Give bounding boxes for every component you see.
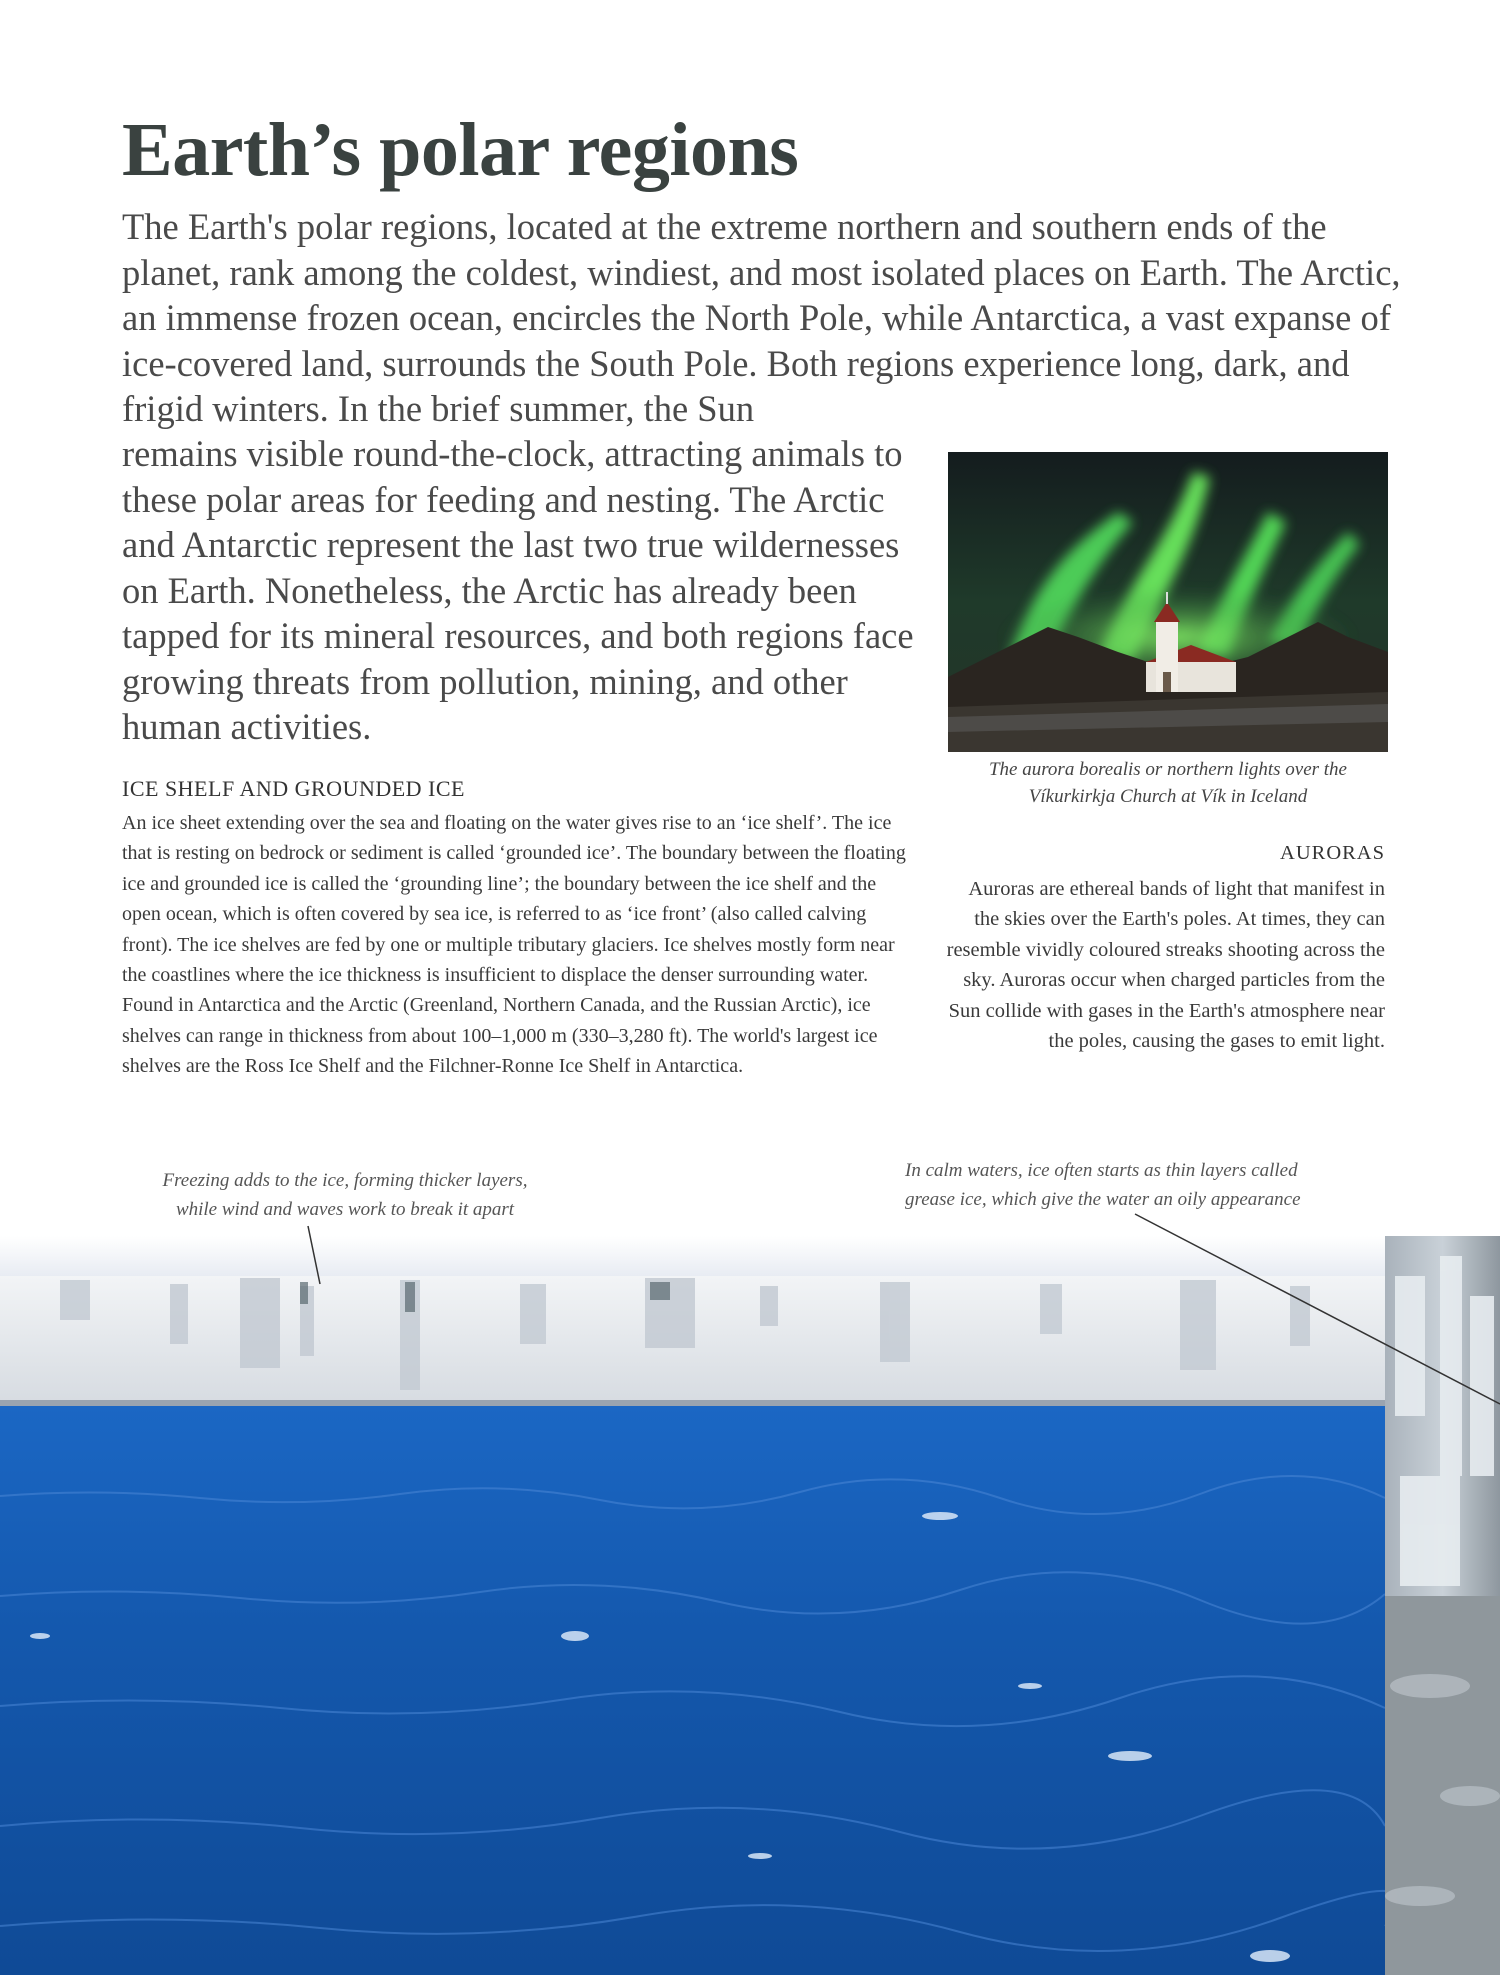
ice-shelf-heading: ICE SHELF AND GROUNDED ICE xyxy=(122,776,465,801)
page-title: Earth’s polar regions xyxy=(122,108,799,192)
caption-line: while wind and waves work to break it apart xyxy=(175,1199,515,1220)
freezing-caption xyxy=(140,1166,550,1224)
auroras-body: Auroras are ethereal bands of light that manifest in the skies over the Earth's poles. At times, they can resemble vividly coloured streaks shooting across the sky. Auroras occur when charged particles from the Sun collide with gases in the Earth's atmosphere near the poles, causing the gases to emit light. xyxy=(946,878,1385,1053)
ice-shelf-body: An ice sheet extending over the sea and floating on the water gives rise to an ‘ice shelf’. The ice that is resting on bedrock or sediment is called ‘grounded ice’. The boundary between the floating ice and grounded ice is called the ‘grounding line’; the boundary between the ice shelf and the open ocean, which is often covered by sea ice, is referred to as ‘ice front’ (also called calving front). The ice shelves are fed by one or multiple tributary glaciers. Ice shelves mostly form near the coastlines where the ice thickness is insufficient to displace the denser surrounding water. Found in Antarctica and the Arctic (Greenland, Northern Canada, and the Russian Arctic), ice shelves can range in thickness from about 100–1,000 m (330–3,280 ft). The world's largest ice shelves are the Ross Ice Shelf and the Filchner-Ronne Ice Shelf in Antarctica. xyxy=(122,812,906,1078)
intro-paragraph: The Earth's polar regions, located at the extreme northern and southern ends of the planet, rank among the coldest, windiest, and most isolated places on Earth. The Arctic, an immense frozen ocean, encircles the North Pole, while Antarctica, a vast expanse of ice-covered land, surrounds the South Pole. Both regions experience long, dark, and frigid winters. In the brief summer, the Sun xyxy=(122,206,1401,429)
caption-line: Víkurkirkja Church at Vík in Iceland xyxy=(1028,786,1308,807)
grease-ice-caption xyxy=(905,1156,1345,1214)
caption-line: In calm waters, ice often starts as thin layers called xyxy=(905,1160,1298,1181)
intro-paragraph-continued: remains visible round-the-clock, attracting animals to these polar areas for feeding and nesting. The Arctic and Antarctic represent the last two true wildernesses on Earth. Nonetheless, the Arctic has already been tapped for its mineral resources, and both regions face growing threats from pollution, mining, and other human activities. xyxy=(122,433,914,747)
caption-line: The aurora borealis or northern lights over the xyxy=(988,759,1347,780)
ice-shelf-ocean-photo xyxy=(0,1236,1500,1975)
aurora-photo-caption xyxy=(948,756,1388,810)
caption-line: Freezing adds to the ice, forming thicker layers, xyxy=(162,1170,528,1191)
auroras-heading: AURORAS xyxy=(1280,842,1385,864)
aurora-church-photo xyxy=(948,452,1388,752)
caption-line: grease ice, which give the water an oily appearance xyxy=(905,1189,1301,1210)
